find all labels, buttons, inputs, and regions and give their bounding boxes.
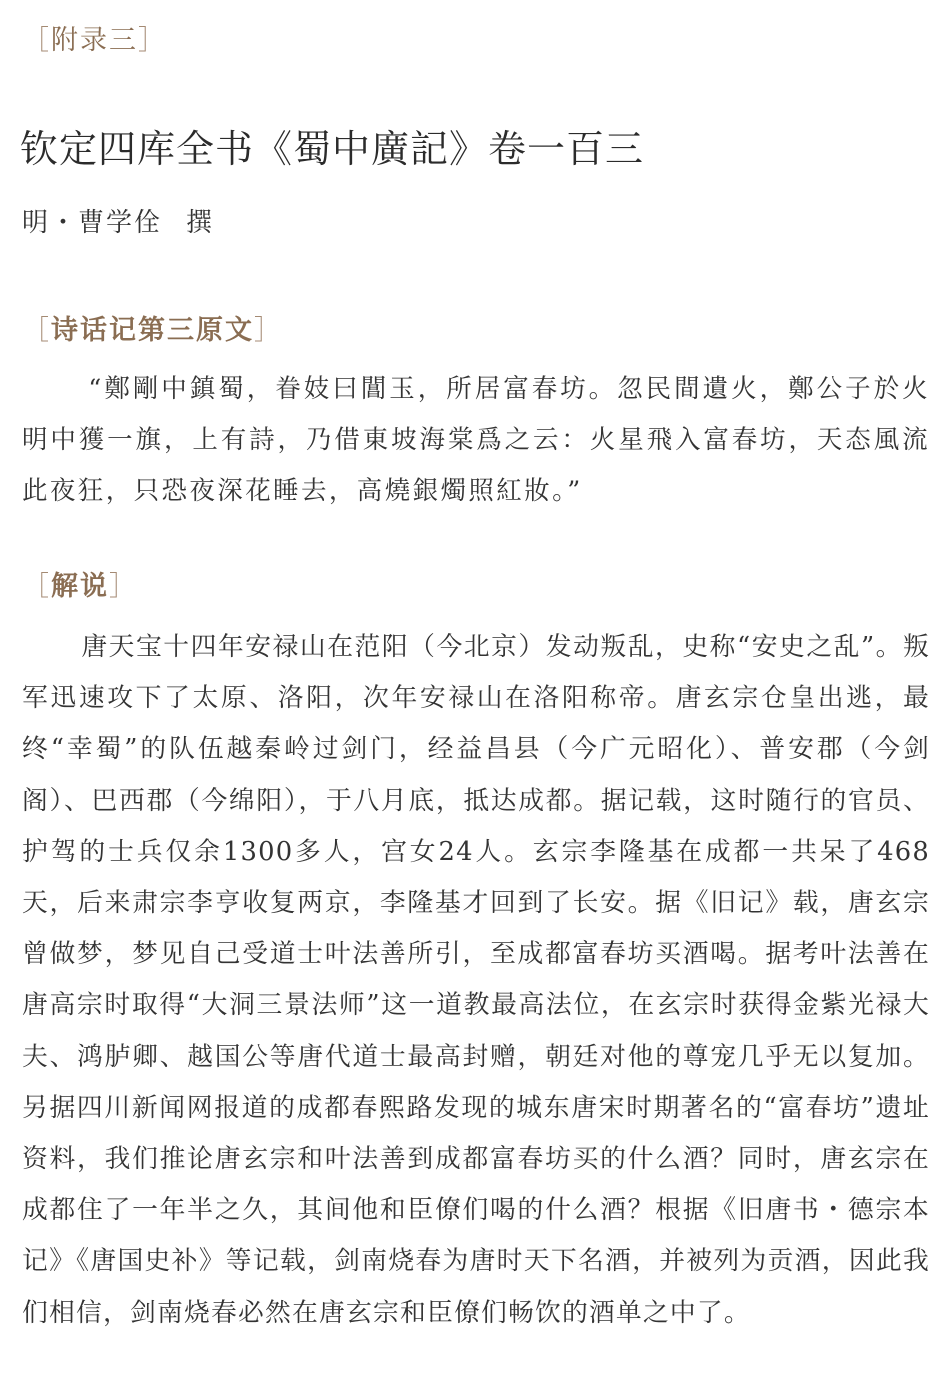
section-heading-original bbox=[22, 308, 283, 347]
bracket-close: ］ bbox=[254, 315, 283, 346]
section-heading-text: 解说 bbox=[51, 571, 109, 602]
author-name: 明・曹学佺 bbox=[22, 208, 163, 238]
bracket-open: ［ bbox=[22, 25, 51, 56]
original-text-paragraph: “鄭剛中鎮蜀，眷妓曰閶玉，所居富春坊。忽民間遺火，鄭公子於火明中獲一旗，上有詩，乃借東坡海棠爲之云：火星飛入富春坊，天态風流此夜狂，只恐夜深花睡去，高燒銀燭照紅妝。” bbox=[22, 374, 930, 506]
appendix-label-text: 附录三 bbox=[51, 25, 138, 56]
bracket-close: ］ bbox=[109, 571, 138, 602]
author-line bbox=[22, 202, 214, 239]
section-heading-explanation bbox=[22, 564, 138, 603]
explanation-paragraph: 唐天宝十四年安禄山在范阳（今北京）发动叛乱，史称“安史之乱”。叛军迅速攻下了太原、洛阳，次年安禄山在洛阳称帝。唐玄宗仓皇出逃，最终“幸蜀”的队伍越秦岭过剑门，经益昌县（今广元昭化）、普安郡（今剑阁）、巴西郡（今绵阳），于八月底，抵达成都。据记载，这时随行的官员、护驾的士兵仅余1300多人，宫女24人。玄宗李隆基在成都一共呆了468天，后来肃宗李亨收复两京，李隆基才回到了长安。据《旧记》载，唐玄宗曾做梦，梦见自己受道士叶法善所引，至成都富春坊买酒喝。据考叶法善在唐高宗时取得“大洞三景法师”这一道教最高法位，在玄宗时获得金紫光禄大夫、鸿胪卿、越国公等唐代道士最高封赠，朝廷对他的尊宠几乎无以复加。另据四川新闻网报道的成都春熙路发现的城东唐宋时期著名的“富春坊”遗址资料，我们推论唐玄宗和叶法善到成都富春坊买的什么酒？同时，唐玄宗在成都住了一年半之久，其间他和臣僚们喝的什么酒？根据《旧唐书・德宗本记》《唐国史补》等记载，剑南烧春为唐时天下名酒，并被列为贡酒，因此我们相信，剑南烧春必然在唐玄宗和臣僚们畅饮的酒单之中了。 bbox=[22, 632, 930, 1328]
page-title: 钦定四库全书《蜀中廣記》卷一百三 bbox=[20, 127, 645, 171]
appendix-label bbox=[22, 18, 167, 57]
section-heading-text: 诗话记第三原文 bbox=[51, 315, 254, 346]
author-role: 撰 bbox=[186, 208, 215, 238]
bracket-open: ［ bbox=[22, 571, 51, 602]
bracket-close: ］ bbox=[138, 25, 167, 56]
bracket-open: ［ bbox=[22, 315, 51, 346]
